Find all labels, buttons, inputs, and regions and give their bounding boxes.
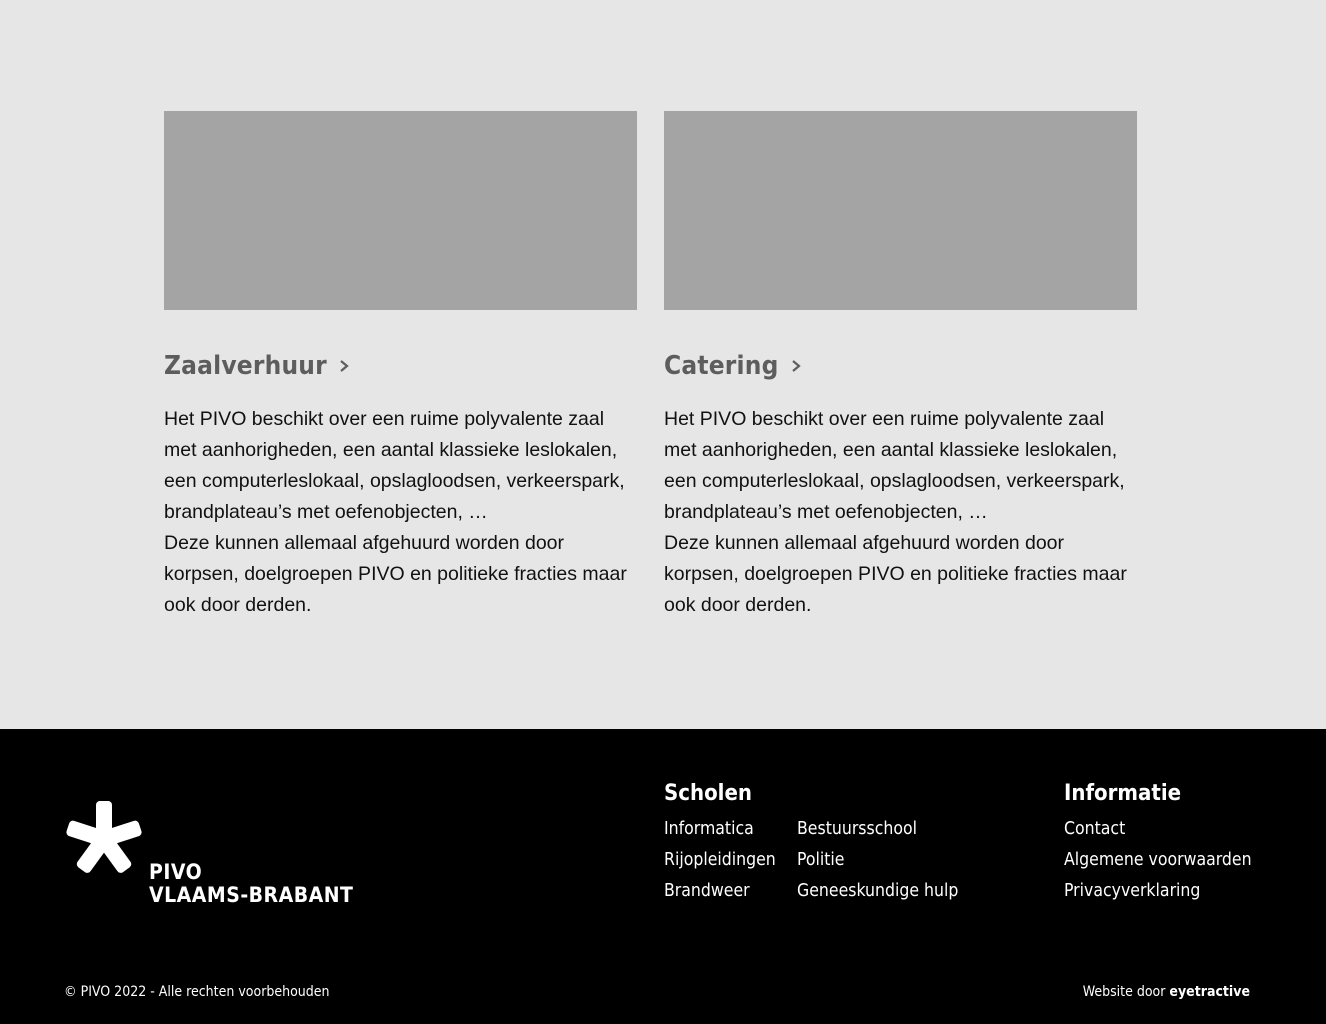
informatie-heading: Informatie — [1064, 781, 1182, 806]
card-paragraph: Het PIVO beschikt over een ruime polyvalente zaal met aanhorigheden, een aantal klassieke leslokalen, een computerleslokaal, opslagloodsen, verkeerspark, brandplateau’s met oefenobjecten, … — [664, 408, 1125, 523]
card-image-placeholder[interactable] — [664, 111, 1137, 310]
credit-prefix: Website door — [1082, 984, 1166, 1000]
card-title: Catering — [664, 351, 779, 381]
logo-line-2: VLAAMS-BRABANT — [149, 883, 354, 907]
credit-link[interactable]: eyetractive — [1169, 984, 1250, 1000]
card-image-placeholder[interactable] — [164, 111, 637, 310]
card-paragraph: Deze kunnen allemaal afgehuurd worden door korpsen, doelgroepen PIVO en politieke fracties maar ook door derden. — [664, 532, 1127, 616]
home-logo-link[interactable] — [64, 799, 354, 907]
footer-link-informatica[interactable]: Informatica — [664, 819, 754, 839]
card-title-link[interactable] — [664, 350, 1137, 382]
card-title: Zaalverhuur — [164, 351, 327, 381]
chevron-right-icon — [337, 356, 351, 376]
chevron-right-icon — [789, 356, 803, 376]
asterisk-logo-icon — [64, 799, 144, 879]
card-catering — [664, 111, 1137, 621]
card-title-link[interactable] — [164, 350, 637, 382]
footer-link-politie[interactable]: Politie — [797, 850, 845, 870]
card-zaalverhuur — [164, 111, 637, 621]
footer-link-brandweer[interactable]: Brandweer — [664, 881, 750, 901]
footer-link-bestuursschool[interactable]: Bestuursschool — [797, 819, 917, 839]
footer-link-rijopleidingen[interactable]: Rijopleidingen — [664, 850, 776, 870]
copyright: © PIVO 2022 - Alle rechten voorbehouden — [64, 984, 330, 1000]
footer-link-geneeskundige-hulp[interactable]: Geneeskundige hulp — [797, 881, 959, 901]
footer-link-algemene-voorwaarden[interactable]: Algemene voorwaarden — [1064, 850, 1252, 870]
card-paragraph: Het PIVO beschikt over een ruime polyvalente zaal met aanhorigheden, een aantal klassieke leslokalen, een computerleslokaal, opslagloodsen, verkeerspark, brandplateau’s met oefenobjecten, … — [164, 408, 625, 523]
site-footer — [0, 729, 1326, 1024]
scholen-heading: Scholen — [664, 781, 752, 806]
footer-link-privacyverklaring[interactable]: Privacyverklaring — [1064, 881, 1201, 901]
logo-line-1: PIVO — [149, 860, 203, 884]
logo-text — [149, 861, 353, 907]
website-credit — [1083, 984, 1250, 1000]
card-paragraph: Deze kunnen allemaal afgehuurd worden door korpsen, doelgroepen PIVO en politieke fracties maar ook door derden. — [164, 532, 627, 616]
card-description — [664, 404, 1137, 621]
footer-link-contact[interactable]: Contact — [1064, 819, 1126, 839]
card-description — [164, 404, 637, 621]
